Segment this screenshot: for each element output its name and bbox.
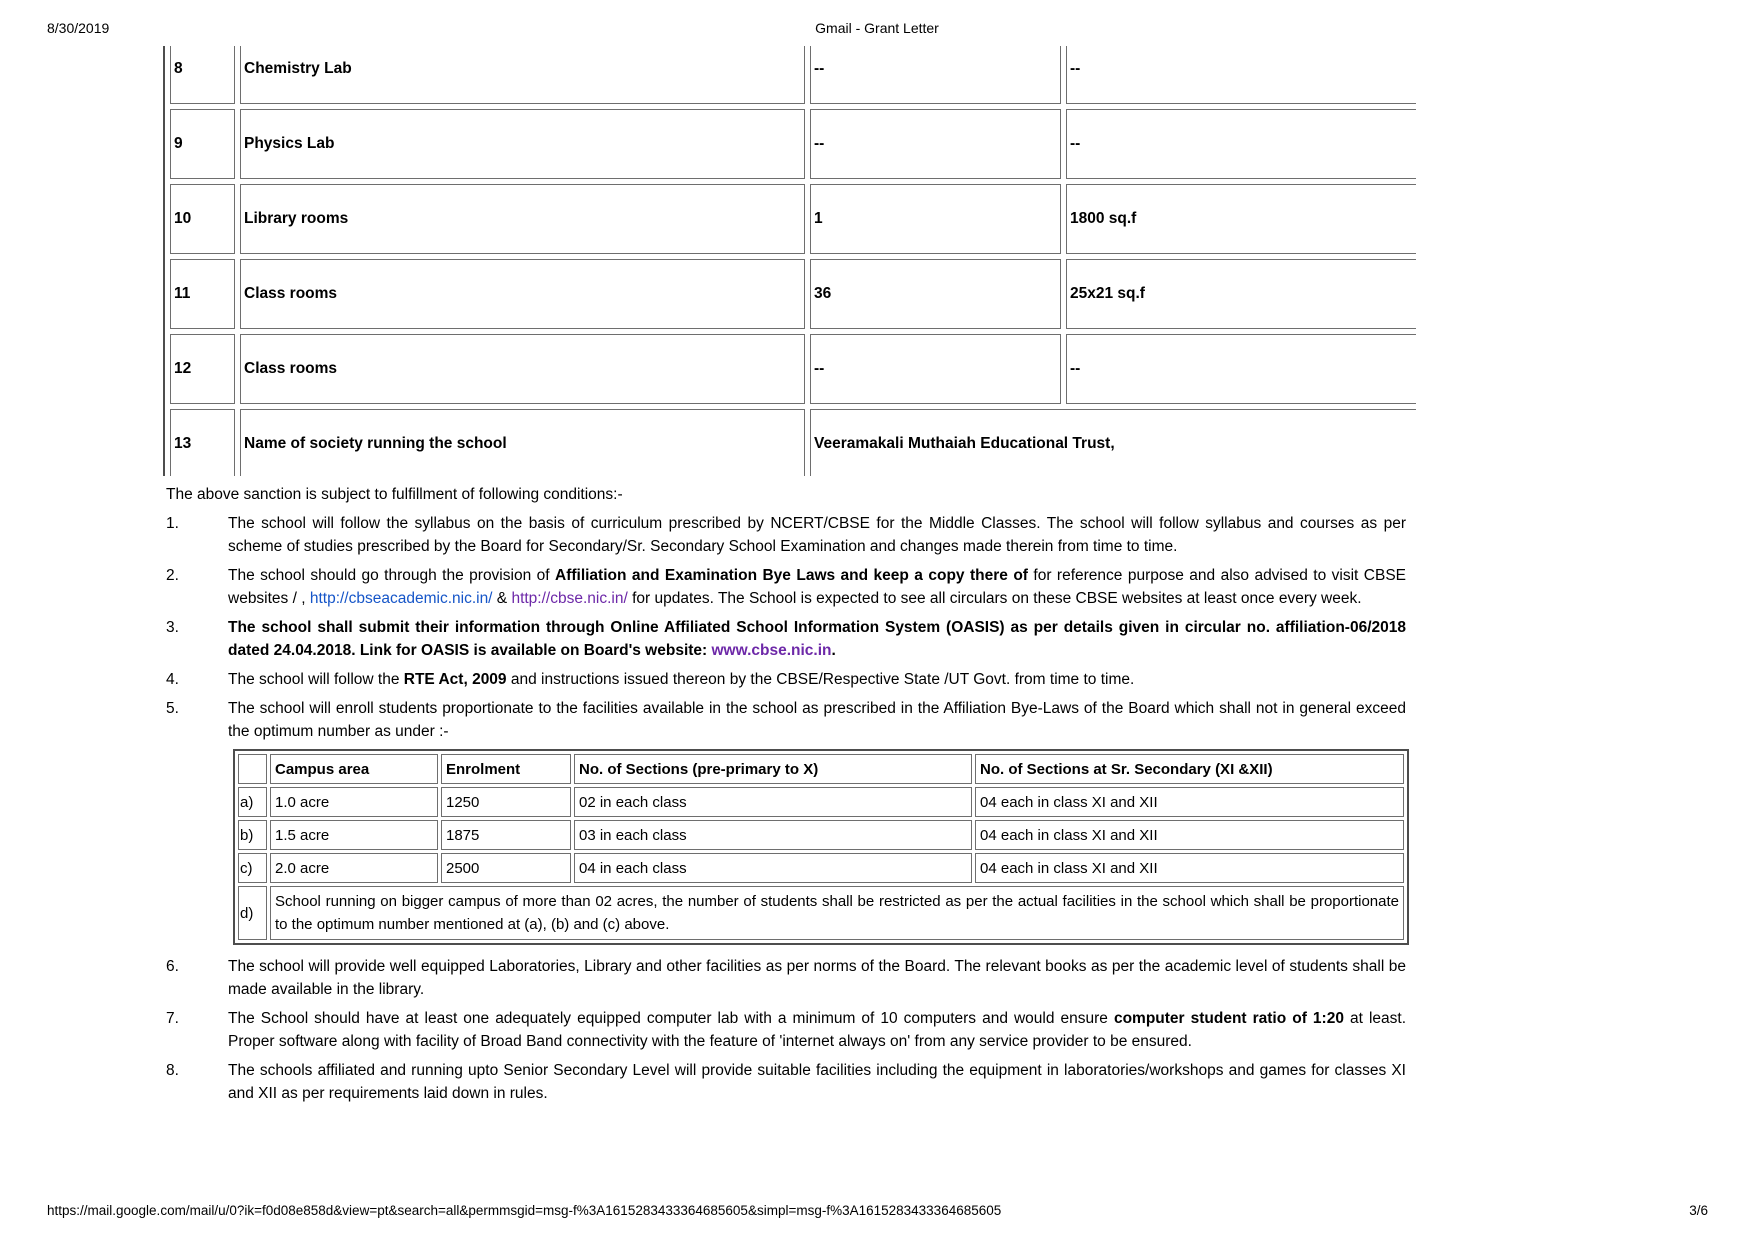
cell-society-name: Veeramakali Muthaiah Educational Trust, <box>810 409 1416 476</box>
text-segment: and instructions issued thereon by the CBSE/Respective State /UT Govt. from time to time. <box>506 671 1135 688</box>
cell-sections-sr: 04 each in class XI and XII <box>975 853 1404 883</box>
condition-text <box>228 616 1406 662</box>
condition-item-8 <box>166 1059 1406 1105</box>
cell-size: -- <box>1066 334 1416 404</box>
cell-sections-sr: 04 each in class XI and XII <box>975 787 1404 817</box>
cell-serial: 11 <box>170 259 235 329</box>
cell-sections-x: 03 in each class <box>574 820 972 850</box>
text-segment: The school shall submit their information through Online Affiliated School Information System (OASIS) as per details given in circular no. affiliation-06/2018 dated 24.04.2018. Link for OASIS is available on Board's website: <box>228 619 1406 659</box>
cell-item: Class rooms <box>240 334 805 404</box>
table-row <box>170 46 1416 104</box>
text-segment: The School should have at least one adequately equipped computer lab with a minimum of 10 computers and would ensure <box>228 1010 1114 1027</box>
condition-number: 3. <box>166 619 179 636</box>
cell-enrolment: 1250 <box>441 787 571 817</box>
table-row <box>238 820 1404 850</box>
cell-item: Name of society running the school <box>240 409 805 476</box>
text-segment: for reference purpose and also advised to visit CBSE websites / , <box>228 567 1407 607</box>
table-row <box>170 334 1416 404</box>
text-segment: The schools affiliated and running upto Senior Secondary Level will provide suitable facilities including the equipment in laboratories/workshops and games for classes XI and XII as per requirements laid down in rules. <box>228 1062 1406 1102</box>
cell-campus: 1.5 acre <box>270 820 438 850</box>
cell-count: 1 <box>810 184 1061 254</box>
print-header-date: 8/30/2019 <box>47 20 110 36</box>
conditions-intro: The above sanction is subject to fulfillment of following conditions:- <box>166 486 623 503</box>
link-cbse[interactable]: http://cbse.nic.in/ <box>511 590 628 607</box>
cell-size: 25x21 sq.f <box>1066 259 1416 329</box>
table-header-row <box>238 754 1404 784</box>
print-header-title: Gmail - Grant Letter <box>815 20 939 36</box>
cell-sections-x: 04 in each class <box>574 853 972 883</box>
cell-note: School running on bigger campus of more than 02 acres, the number of students shall be restricted as per the actual facilities in the school which shall be proportionate to the optimum number mentioned at (a), (b) and (c) above. <box>270 886 1404 940</box>
text-segment: Affiliation and Examination Bye Laws and keep a copy there of <box>555 567 1028 584</box>
header-campus-area: Campus area <box>270 754 438 784</box>
cell-label: a) <box>238 787 267 817</box>
cell-serial: 8 <box>170 46 235 104</box>
condition-text <box>228 955 1406 1001</box>
condition-number: 4. <box>166 671 179 688</box>
table-row <box>170 109 1416 179</box>
condition-number: 8. <box>166 1062 179 1079</box>
header-enrolment: Enrolment <box>441 754 571 784</box>
table-row <box>170 259 1416 329</box>
cell-count: -- <box>810 46 1061 104</box>
text-segment: The school will provide well equipped Laboratories, Library and other facilities as per norms of the Board. The relevant books as per the academic level of students shall be made available in the library. <box>228 958 1406 998</box>
condition-text <box>228 1059 1406 1105</box>
text-segment: The school will follow the <box>228 671 404 688</box>
cell-count: -- <box>810 109 1061 179</box>
condition-item-3 <box>166 616 1406 662</box>
cell-size: -- <box>1066 109 1416 179</box>
cell-item: Class rooms <box>240 259 805 329</box>
sections-table <box>233 749 1409 945</box>
condition-text <box>228 1007 1406 1053</box>
print-footer-url: https://mail.google.com/mail/u/0?ik=f0d08e858d&view=pt&search=all&permmsgid=msg-f%3A1615283433364685605&simpl=msg-f%3A1615283433364685605 <box>47 1203 1002 1218</box>
text-segment: at least. Proper software along with facility of Broad Band connectivity with the feature of 'internet always on' from any service provider to be ensured. <box>228 1010 1407 1050</box>
cell-size: 1800 sq.f <box>1066 184 1416 254</box>
facilities-table-clip <box>163 46 1416 476</box>
cell-label: b) <box>238 820 267 850</box>
header-sections-x: No. of Sections (pre-primary to X) <box>574 754 972 784</box>
condition-item-1 <box>166 512 1406 558</box>
cell-item: Chemistry Lab <box>240 46 805 104</box>
header-sections-sr: No. of Sections at Sr. Secondary (XI &XII) <box>975 754 1404 784</box>
facilities-table <box>163 46 1416 476</box>
cell-item: Library rooms <box>240 184 805 254</box>
cell-serial: 13 <box>170 409 235 476</box>
condition-text <box>228 512 1406 558</box>
cell-count: -- <box>810 334 1061 404</box>
cell-serial: 12 <box>170 334 235 404</box>
cell-sections-sr: 04 each in class XI and XII <box>975 820 1404 850</box>
text-segment: & <box>492 590 512 607</box>
table-row <box>170 184 1416 254</box>
condition-item-6 <box>166 955 1406 1001</box>
cell-label: c) <box>238 853 267 883</box>
conditions-list <box>166 512 1406 1111</box>
cell-size: -- <box>1066 46 1416 104</box>
cell-enrolment: 2500 <box>441 853 571 883</box>
condition-number: 5. <box>166 700 179 717</box>
cell-enrolment: 1875 <box>441 820 571 850</box>
link-cbseacademic[interactable]: http://cbseacademic.nic.in/ <box>309 590 493 607</box>
text-segment: . <box>831 642 836 659</box>
cell-item: Physics Lab <box>240 109 805 179</box>
condition-text <box>228 564 1406 610</box>
cell-campus: 1.0 acre <box>270 787 438 817</box>
condition-text <box>228 697 1406 743</box>
table-row-society <box>170 409 1416 476</box>
text-segment: computer student ratio of 1:20 <box>1113 1010 1344 1027</box>
condition-item-4 <box>166 668 1406 691</box>
sections-table-block <box>233 749 1406 945</box>
text-segment: The school will enroll students proportionate to the facilities available in the school as prescribed in the Affiliation Bye-Laws of the Board which shall not in general exceed the optimum number as under :- <box>228 700 1406 740</box>
condition-item-7 <box>166 1007 1406 1053</box>
cell-sections-x: 02 in each class <box>574 787 972 817</box>
condition-number: 2. <box>166 567 179 584</box>
table-row <box>238 853 1404 883</box>
print-footer-page: 3/6 <box>1689 1203 1708 1218</box>
text-segment: The school will follow the syllabus on the basis of curriculum prescribed by NCERT/CBSE for the Middle Classes. The school will follow syllabus and courses as per scheme of studies prescribed by the Board for Secondary/Sr. Secondary School Examination and changes made therein from time to time. <box>228 515 1406 555</box>
condition-number: 1. <box>166 515 179 532</box>
header-blank <box>238 754 267 784</box>
table-row <box>238 787 1404 817</box>
cell-serial: 10 <box>170 184 235 254</box>
text-segment: RTE Act, 2009 <box>403 671 507 688</box>
condition-text <box>228 668 1406 691</box>
table-note-row <box>238 886 1404 940</box>
condition-item-5 <box>166 697 1406 743</box>
condition-number: 6. <box>166 958 179 975</box>
text-segment: for updates. The School is expected to see all circulars on these CBSE websites at least once every week. <box>627 590 1362 607</box>
cell-campus: 2.0 acre <box>270 853 438 883</box>
condition-number: 7. <box>166 1010 179 1027</box>
text-segment: The school should go through the provision of <box>228 567 555 584</box>
cell-serial: 9 <box>170 109 235 179</box>
link-cbse-oasis[interactable]: www.cbse.nic.in <box>711 642 832 659</box>
condition-item-2 <box>166 564 1406 610</box>
cell-label: d) <box>238 886 267 940</box>
cell-count: 36 <box>810 259 1061 329</box>
